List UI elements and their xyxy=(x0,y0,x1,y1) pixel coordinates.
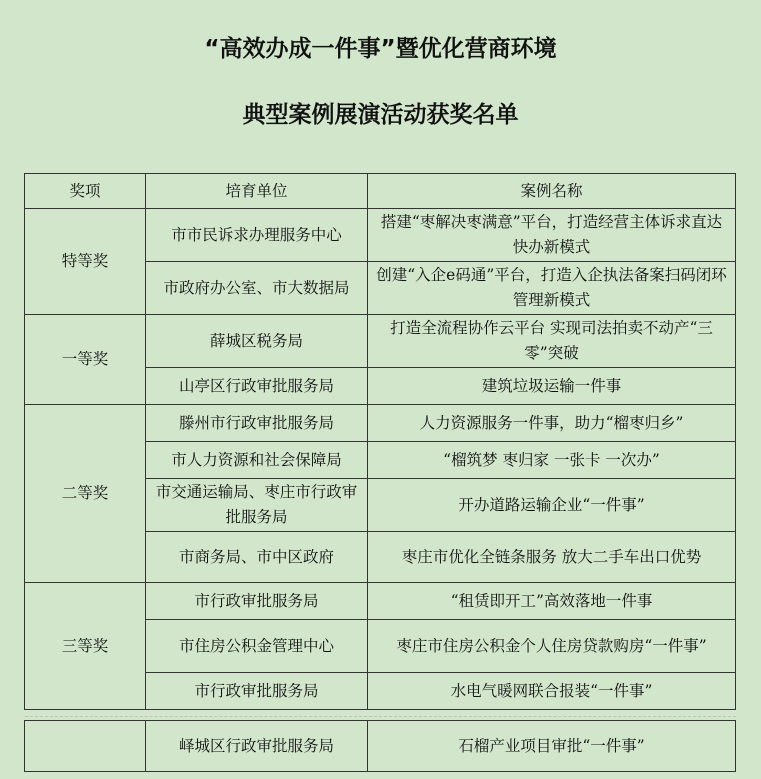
case-cell: 水电气暖网联合报装“一件事” xyxy=(368,673,736,710)
awards-table xyxy=(24,173,736,772)
case-cell: 搭建“枣解决枣满意”平台，打造经营主体诉求直达快办新模式 xyxy=(368,209,736,262)
award-cell: 一等奖 xyxy=(25,315,146,405)
case-cell: 枣庄市优化全链条服务 放大二手车出口优势 xyxy=(368,532,736,583)
table-row xyxy=(25,721,736,772)
unit-cell: 滕州市行政审批服务局 xyxy=(146,405,368,442)
unit-cell: 市商务局、市中区政府 xyxy=(146,532,368,583)
unit-cell: 峄城区行政审批服务局 xyxy=(146,721,368,772)
unit-cell: 山亭区行政审批服务局 xyxy=(146,368,368,405)
case-cell: 建筑垃圾运输一件事 xyxy=(368,368,736,405)
case-cell: 创建“入企e码通”平台，打造入企执法备案扫码闭环管理新模式 xyxy=(368,262,736,315)
case-cell: 石榴产业项目审批“一件事” xyxy=(368,721,736,772)
award-cell-continued xyxy=(25,721,146,772)
table-row xyxy=(25,315,736,368)
case-cell: 开办道路运输企业“一件事” xyxy=(368,479,736,532)
table-row xyxy=(25,209,736,262)
unit-cell: 市市民诉求办理服务中心 xyxy=(146,209,368,262)
page-break xyxy=(25,710,736,721)
table-row xyxy=(25,405,736,442)
page-break-gap xyxy=(25,710,736,721)
unit-cell: 市交通运输局、枣庄市行政审批服务局 xyxy=(146,479,368,532)
case-cell: 人力资源服务一件事，助力“榴枣归乡” xyxy=(368,405,736,442)
document-title-line1: “高效办成一件事”暨优化营商环境 xyxy=(204,36,557,62)
case-cell: “租赁即开工”高效落地一件事 xyxy=(368,583,736,620)
case-cell: “榴筑梦 枣归家 一张卡 一次办” xyxy=(368,442,736,479)
header-award: 奖项 xyxy=(25,174,146,209)
unit-cell: 市行政审批服务局 xyxy=(146,673,368,710)
table-header-row xyxy=(25,174,736,209)
header-unit: 培育单位 xyxy=(146,174,368,209)
award-cell: 二等奖 xyxy=(25,405,146,583)
case-cell: 枣庄市住房公积金个人住房贷款购房“一件事” xyxy=(368,620,736,673)
header-case: 案例名称 xyxy=(368,174,736,209)
award-cell: 特等奖 xyxy=(25,209,146,315)
document-title-line2: 典型案例展演活动获奖名单 xyxy=(242,102,519,128)
unit-cell: 市行政审批服务局 xyxy=(146,583,368,620)
unit-cell: 市人力资源和社会保障局 xyxy=(146,442,368,479)
unit-cell: 市住房公积金管理中心 xyxy=(146,620,368,673)
case-cell: 打造全流程协作云平台 实现司法拍卖不动产“三零”突破 xyxy=(368,315,736,368)
award-cell: 三等奖 xyxy=(25,583,146,710)
unit-cell: 薛城区税务局 xyxy=(146,315,368,368)
unit-cell: 市政府办公室、市大数据局 xyxy=(146,262,368,315)
table-row xyxy=(25,583,736,620)
